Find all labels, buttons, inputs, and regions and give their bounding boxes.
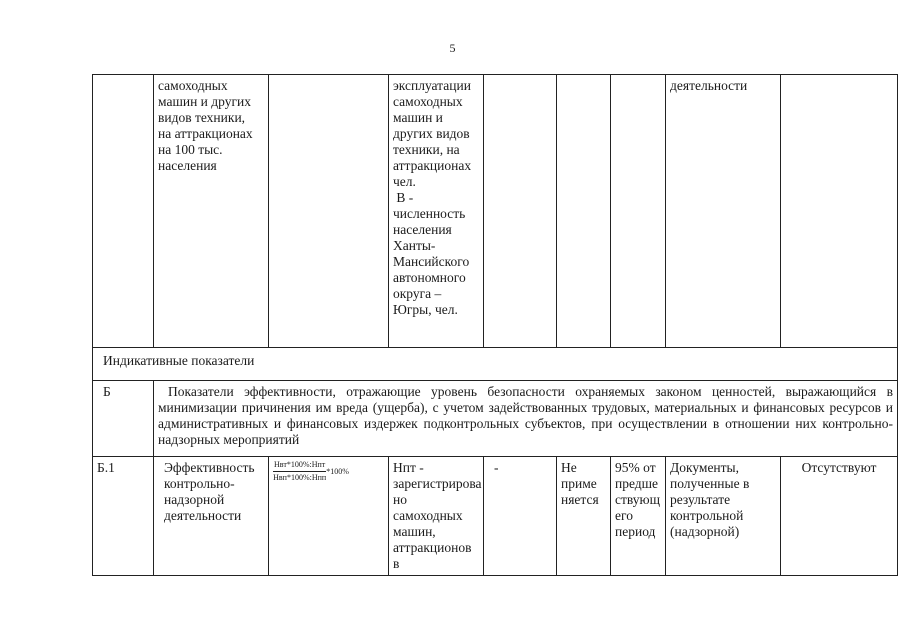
table-row-continuation (93, 75, 898, 348)
table-row-indicative-header (93, 348, 898, 381)
formula-fraction (273, 460, 326, 483)
formula (273, 460, 384, 500)
cell-col7: 95% от предше ствующ его период (611, 457, 666, 576)
indicative-title: Индикативные показатели (93, 348, 898, 381)
cell-col6 (557, 75, 611, 348)
cell-col9: Отсутствуют (781, 457, 898, 576)
cell-col5 (484, 75, 557, 348)
cell-col7 (611, 75, 666, 348)
cell-definitions: Нпт - зарегистрирова но самоходных машин, аттракционов в (389, 457, 484, 576)
cell-code: Б.1 (93, 457, 154, 576)
cell-formula (269, 75, 389, 348)
cell-code (93, 75, 154, 348)
table-row-b1 (93, 457, 898, 576)
formula-multiplier: *100% (326, 466, 349, 476)
formula-denominator: Нвп*100%:Нпп (273, 473, 327, 482)
section-description: Показатели эффективности, отражающие уровень безопасности охраняемых законом ценностей, выражающийся в минимизации причинения им вреда (ущерба), с учетом задействованных трудовых, материальных и финансовых ресурсов и административных и финансовых издержек подконтрольных субъектов, при осуществлении в отношении них контрольно-надзорных мероприятий (154, 381, 898, 457)
cell-col9 (781, 75, 898, 348)
section-code: Б (93, 381, 154, 457)
formula-numerator: Нвт*100%:Нпт (273, 460, 326, 472)
indicators-table (92, 74, 898, 576)
cell-indicator-name: Эффективность контрольно- надзорной деятельности (154, 457, 269, 576)
cell-formula (269, 457, 389, 576)
cell-source: деятельности (666, 75, 781, 348)
cell-source: Документы, полученные в результате контрольной (надзорной) (666, 457, 781, 576)
cell-col5: - (484, 457, 557, 576)
cell-col6: Не приме няется (557, 457, 611, 576)
cell-definitions: эксплуатации самоходных машин и других видов техники, на аттракционах чел. В - численность населения Ханты- Мансийского автономного округа – Югры, чел. (389, 75, 484, 348)
cell-indicator-name: самоходных машин и других видов техники, на аттракционах на 100 тыс. населения (154, 75, 269, 348)
page-number: 5 (449, 41, 456, 55)
table-row-section-b (93, 381, 898, 457)
